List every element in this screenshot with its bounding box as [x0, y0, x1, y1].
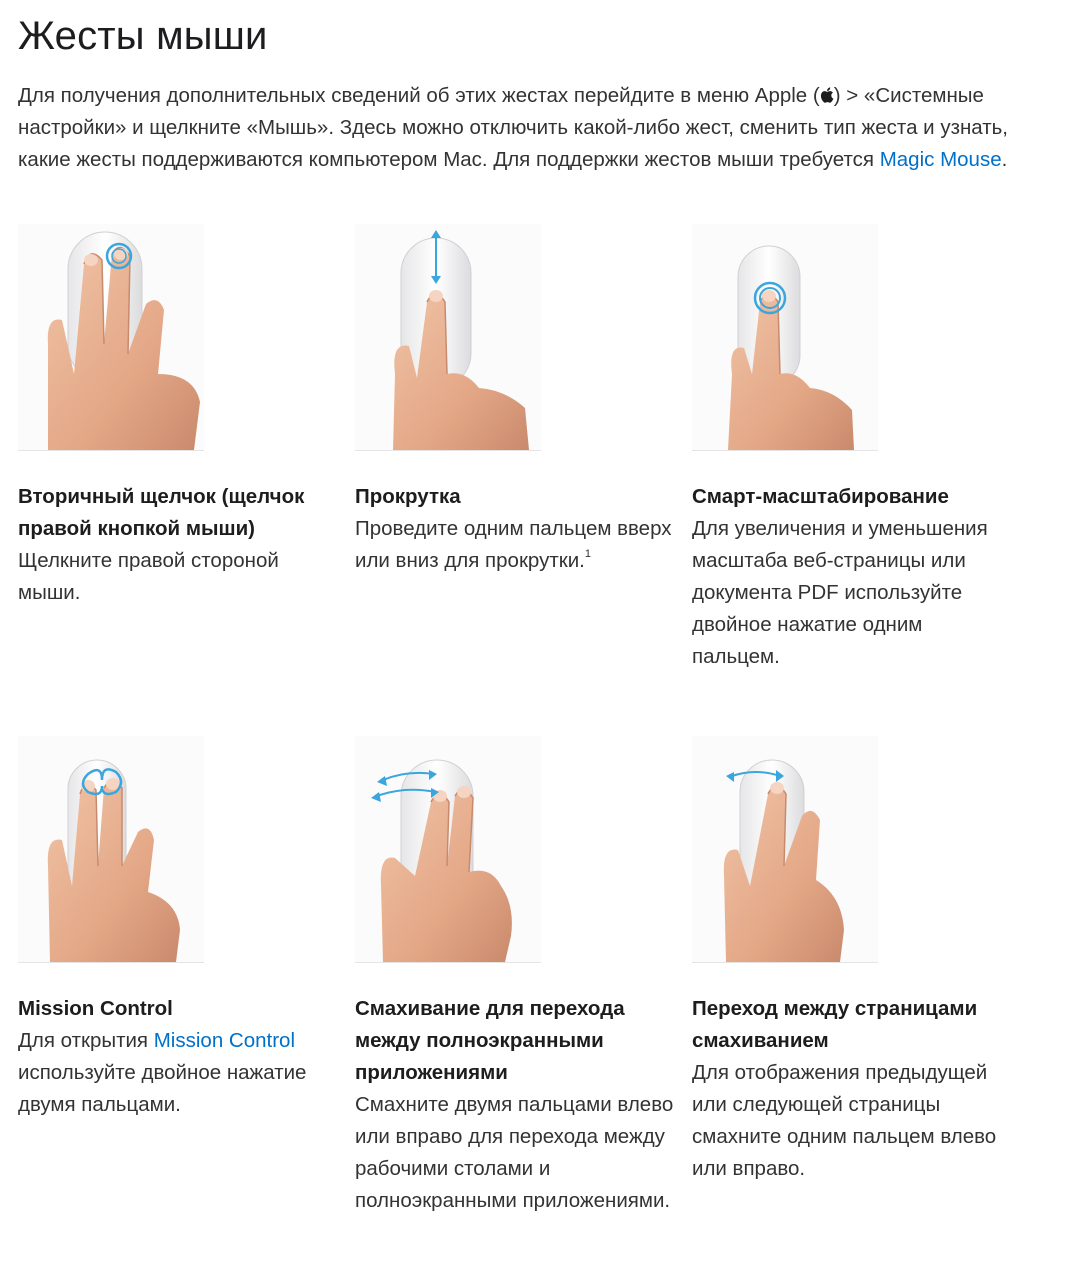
gesture-description	[355, 513, 675, 577]
gesture-card-secondary-click	[18, 224, 338, 609]
hand-one-finger-swipe-icon	[692, 736, 878, 963]
hand-scroll-icon	[355, 224, 541, 451]
gesture-description: Для отображения предыдущей или следующей страницы смахните одним пальцем влево или вправо.	[692, 1061, 997, 1180]
gesture-description: Для увеличения и уменьшения масштаба веб-страницы или документа PDF используйте двойное нажатие одним пальцем.	[692, 517, 988, 668]
intro-text-end: .	[1001, 148, 1008, 171]
hand-right-click-icon	[18, 224, 204, 451]
gesture-card-smart-zoom	[692, 224, 1012, 673]
gesture-title: Прокрутка	[355, 485, 461, 508]
gesture-card-scroll	[355, 224, 675, 577]
magic-mouse-link[interactable]: Magic Mouse	[879, 148, 1002, 171]
gesture-title: Смахивание для перехода между полноэкранными приложениями	[355, 997, 625, 1084]
gesture-description: Смахните двумя пальцами влево или вправо для перехода между рабочими столами и полноэкранными приложениями.	[355, 1093, 674, 1212]
gesture-title: Переход между страницами смахиванием	[692, 997, 978, 1052]
hand-two-finger-tap-icon	[18, 736, 204, 963]
hand-double-tap-icon	[692, 224, 878, 451]
gesture-card-mission-control	[18, 736, 338, 1121]
footnote-marker[interactable]: 1	[584, 548, 591, 560]
intro-text-2: ) > «Системные настройки» и щелкните «Мышь». Здесь можно отключить какой-либо жест, сменить тип жеста и узнать, какие жесты поддерживаются компьютером Mac. Для поддержки жестов мыши требуется	[18, 84, 1009, 171]
gesture-description: Щелкните правой стороной мыши.	[18, 549, 279, 604]
intro-paragraph	[18, 80, 1058, 176]
gesture-title: Вторичный щелчок (щелчок правой кнопкой мыши)	[18, 485, 305, 540]
intro-text-1: Для получения дополнительных сведений об этих жестах перейдите в меню Apple (	[18, 84, 820, 107]
hand-two-finger-swipe-icon	[355, 736, 541, 963]
gesture-description-text: используйте двойное нажатие двумя пальцами.	[18, 1061, 307, 1116]
mission-control-link[interactable]: Mission Control	[153, 1029, 296, 1052]
gesture-card-swipe-fullscreen	[355, 736, 675, 1217]
gesture-description-text: Проведите одним пальцем вверх или вниз для прокрутки.	[355, 517, 672, 572]
gesture-card-swipe-pages	[692, 736, 1012, 1185]
gesture-title: Mission Control	[18, 997, 173, 1020]
gesture-description-text: Для открытия	[18, 1029, 154, 1052]
apple-logo-icon	[820, 87, 834, 103]
page-title: Жесты мыши	[18, 14, 268, 58]
gesture-description	[18, 1025, 338, 1121]
gesture-title: Смарт-масштабирование	[692, 485, 949, 508]
